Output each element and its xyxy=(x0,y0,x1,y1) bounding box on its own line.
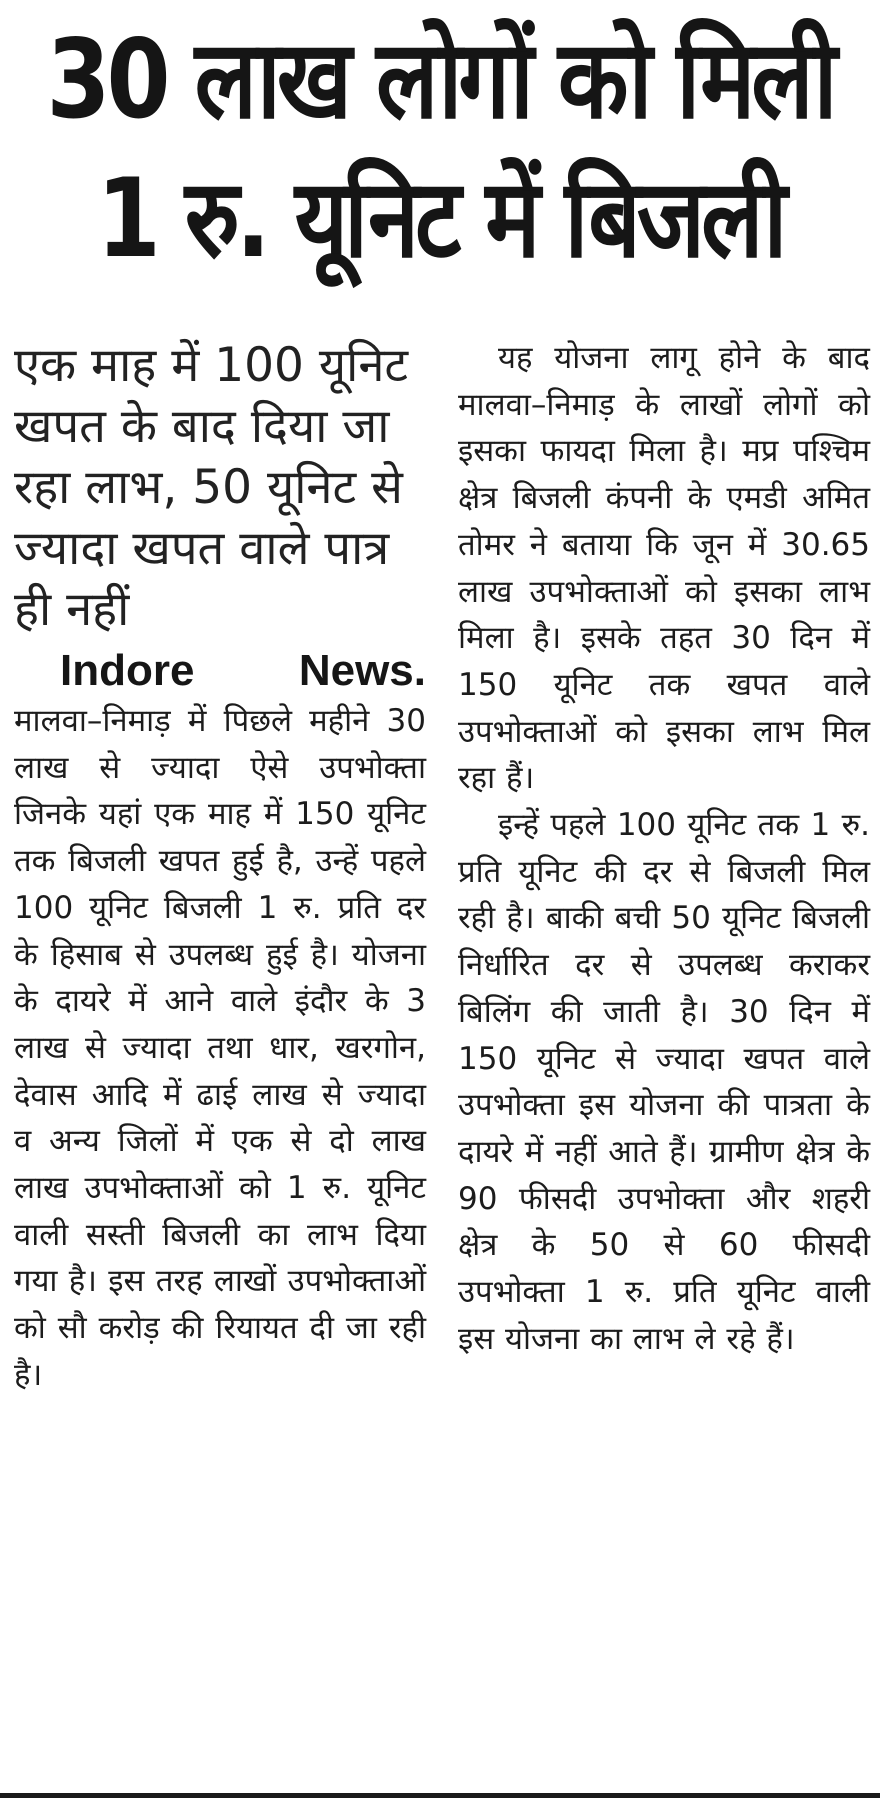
bottom-rule xyxy=(0,1793,880,1798)
subheadline: एक माह में 100 यूनिट खपत के बाद दिया जा रहा लाभ, 50 यूनिट से ज्यादा खपत वाले पात्र ही नहीं xyxy=(14,338,409,637)
right-column xyxy=(458,335,870,1362)
right-paragraph-2: इन्हें पहले 100 यूनिट तक 1 रु. प्रति यूनिट की दर से बिजली मिल रही है। बाकी बची 50 यूनिट बिजली निर्धारित दर से उपलब्ध कराकर बिलिंग की जाती है। 30 दिन में 150 यूनिट से ज्यादा खपत वाले उपभोक्ता इस योजना की पात्रता के दायरे में नहीं आते हैं। ग्रामीण क्षेत्र के 90 फीसदी उपभोक्ता और शहरी क्षेत्र के 50 से 60 फीसदी उपभोक्ता 1 रु. प्रति यूनिट वाली इस योजना का लाभ ले रहे हैं। xyxy=(458,807,870,1357)
headline-line-2: 1 रु. यूनिट में बिजली xyxy=(96,155,784,282)
left-paragraph-1: मालवा–निमाड़ में पिछले महीने 30 लाख से ज्यादा ऐसे उपभोक्ता जिनके यहां एक माह में 150 यूनिट तक बिजली खपत हुई है, उन्हें पहले 100 यूनिट बिजली 1 रु. प्रति दर के हिसाब से उपलब्ध हुई है। योजना के दायरे में आने वाले इंदौर के 3 लाख से ज्यादा तथा धार, खरगोन, देवास आदि में ढाई लाख से ज्यादा व अन्य जिलों में एक से दो लाख लाख उपभोक्ताओं को 1 रु. यूनिट वाली सस्ती बिजली का लाभ दिया गया है। इस तरह लाखों उपभोक्ताओं को सौ करोड़ की रियायत दी जा रही है। xyxy=(14,703,426,1393)
right-paragraph-1: यह योजना लागू होने के बाद मालवा–निमाड़ के लाखों लोगों को इसका फायदा मिला है। मप्र पश्चिम क्षेत्र बिजली कंपनी के एमडी अमित तोमर ने बताया कि जून में 30.65 लाख उपभोक्ताओं को इसका लाभ मिला है। इसके तहत 30 दिन में 150 यूनिट तक खपत वाले उपभोक्ताओं को इसका लाभ मिल रहा हैं। xyxy=(458,340,870,797)
left-column xyxy=(14,335,426,1399)
headline-line-1: 30 लाख लोगों को मिली xyxy=(46,16,834,143)
dateline: Indore News. xyxy=(60,646,426,695)
